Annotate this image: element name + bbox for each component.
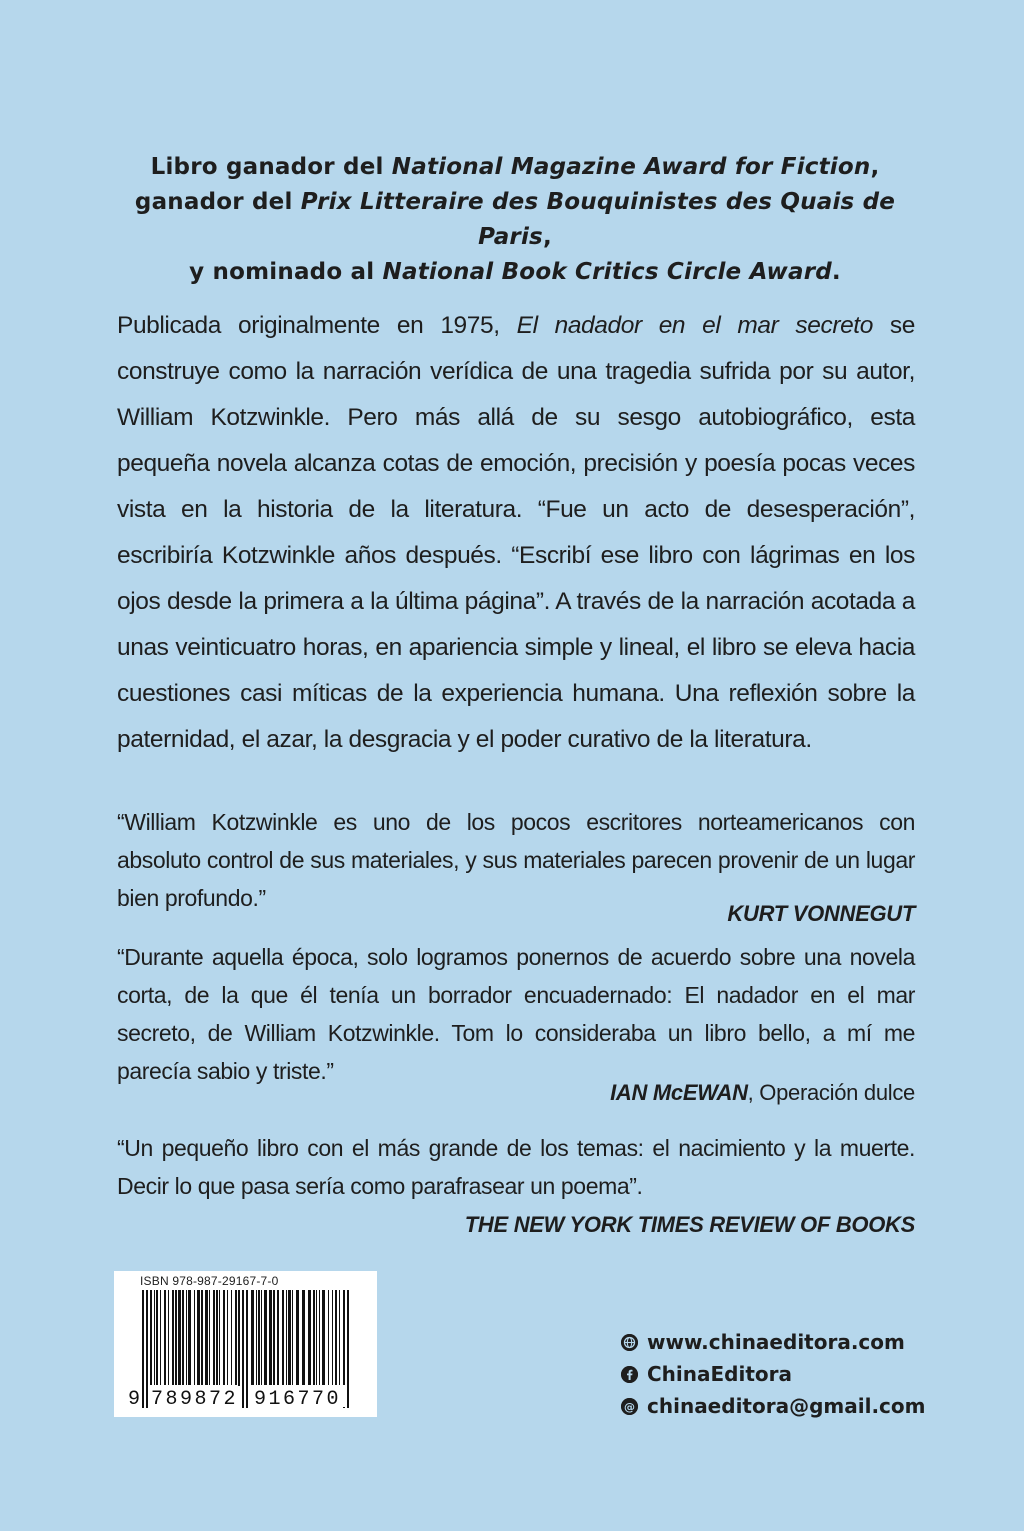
barcode-bar <box>238 1290 240 1386</box>
contact-block <box>621 1326 925 1422</box>
barcode-bar <box>178 1290 181 1386</box>
award-statement <box>100 150 930 290</box>
award-line-1: Libro ganador del National Magazine Award for Fiction, <box>150 154 880 180</box>
barcode-bar <box>347 1290 349 1408</box>
review-quote-2: “Durante aquella época, solo logramos ponernos de acuerdo sobre una novela corta, de la que él tenía un borrador encuadernado: El nadador en el mar secreto, de William Kotzwinkle. Tom lo consideraba un libro bello, a mí me parecía sabio y triste.” <box>117 944 915 1084</box>
barcode-bar <box>328 1290 329 1386</box>
barcode-bar <box>231 1290 232 1386</box>
barcode-bar <box>292 1290 293 1386</box>
barcode-bar <box>308 1290 311 1386</box>
barcode-bar <box>246 1290 248 1408</box>
barcode-bar <box>261 1290 262 1386</box>
barcode-bar <box>339 1290 340 1386</box>
barcode-bar <box>316 1290 317 1386</box>
barcode-bar <box>175 1290 177 1386</box>
at-icon <box>621 1398 638 1415</box>
barcode-bars <box>114 1271 377 1417</box>
contact-email[interactable] <box>621 1390 925 1422</box>
award-line-2: ganador del Prix Litteraire des Bouquinistes des Quais de Paris, <box>134 189 896 250</box>
barcode-bar <box>168 1290 169 1386</box>
facebook-icon <box>621 1366 638 1383</box>
review-author-3: THE NEW YORK TIMES REVIEW OF BOOKS <box>464 1212 915 1237</box>
svg-text:@: @ <box>624 1399 635 1413</box>
award-line-3: y nominado al National Book Critics Circle Award. <box>189 259 841 285</box>
synopsis-paragraph: Publicada originalmente en 1975, El nadador en el mar secreto se construye como la narración verídica de una tragedia sufrida por su autor, William Kotzwinkle. Pero más allá de su sesgo autobiográfico, esta pequeña novela alcanza cotas de emoción, precisión y poesía pocas veces vista en la historia de la literatura. “Fue un acto de desesperación”, escribiría Kotzwinkle años después. “Escribí ese libro con lágrimas en los ojos desde la primera a la última página”. A través de la narración acotada a unas veinticuatro horas, en apariencia simple y lineal, el libro se eleva hacia cuestiones casi míticas de la experiencia humana. Una reflexión sobre la paternidad, el azar, la desgracia y el poder curativo de la literatura. <box>117 312 916 753</box>
barcode-bar <box>188 1290 191 1386</box>
facebook-link[interactable]: ChinaEditora <box>647 1362 792 1386</box>
barcode-bar <box>201 1290 203 1386</box>
barcode-bar <box>277 1290 279 1386</box>
review-author-2: IAN McEWAN, Operación dulce <box>610 1080 915 1105</box>
barcode-bar <box>194 1290 195 1386</box>
barcode-bar <box>319 1290 320 1386</box>
barcode-bar <box>296 1290 299 1386</box>
barcode-bar <box>322 1290 325 1386</box>
barcode-bar <box>160 1290 161 1386</box>
barcode-bar <box>197 1290 200 1386</box>
barcode-digit-first: 9 <box>128 1388 141 1411</box>
barcode-bar <box>302 1290 305 1386</box>
barcode-bar <box>209 1290 210 1386</box>
barcode-bar <box>288 1290 291 1386</box>
barcode-bar <box>332 1290 333 1386</box>
barcode-bar <box>213 1290 215 1386</box>
contact-website[interactable] <box>621 1326 925 1358</box>
barcode-bar <box>172 1290 174 1386</box>
barcode-bar <box>258 1290 260 1386</box>
barcode-bar <box>335 1290 337 1386</box>
barcode-bar <box>186 1290 187 1386</box>
website-link[interactable]: www.chinaeditora.com <box>647 1330 905 1354</box>
barcode-bar <box>164 1290 166 1386</box>
globe-icon <box>621 1334 638 1351</box>
barcode-bar <box>223 1290 225 1386</box>
isbn-barcode <box>114 1271 377 1417</box>
review-quote-1: “William Kotzwinkle es uno de los pocos escritores norteamericanos con absoluto control de sus materiales, y sus materiales parecen provenir de un lugar bien profundo.” <box>117 809 915 911</box>
barcode-bar <box>227 1290 228 1386</box>
barcode-bar <box>264 1290 267 1386</box>
barcode-bar <box>251 1290 254 1386</box>
isbn-label: ISBN 978-987-29167-7-0 <box>140 1274 279 1288</box>
barcode-bar <box>286 1290 287 1386</box>
barcode-bar <box>269 1290 272 1386</box>
book-title: El nadador en el mar secreto <box>516 312 873 339</box>
email-link[interactable]: chinaeditora@gmail.com <box>647 1394 926 1418</box>
barcode-bar <box>216 1290 218 1386</box>
barcode-bar <box>154 1290 155 1386</box>
barcode-bar <box>146 1290 148 1408</box>
barcode-bar <box>282 1290 284 1386</box>
barcode-bar <box>150 1290 152 1386</box>
barcode-bar <box>156 1290 158 1386</box>
review-author-1: KURT VONNEGUT <box>727 901 915 926</box>
barcode-bar <box>256 1290 257 1386</box>
contact-facebook[interactable] <box>621 1358 925 1390</box>
barcode-bar <box>219 1290 220 1386</box>
barcode-bar <box>142 1290 144 1408</box>
barcode-bar <box>313 1290 315 1386</box>
barcode-bar <box>242 1290 244 1408</box>
barcode-bar <box>205 1290 208 1386</box>
review-quote-3: “Un pequeño libro con el más grande de los temas: el nacimiento y la muerte. Decir lo que pasa sería como parafrasear un poema”. <box>117 1135 915 1199</box>
barcode-digits-left: 789872 <box>151 1388 239 1411</box>
barcode-bar <box>273 1290 275 1386</box>
barcode-bar <box>235 1290 237 1386</box>
barcode-digits-right: 916770 <box>254 1388 342 1411</box>
barcode-bar <box>182 1290 184 1386</box>
